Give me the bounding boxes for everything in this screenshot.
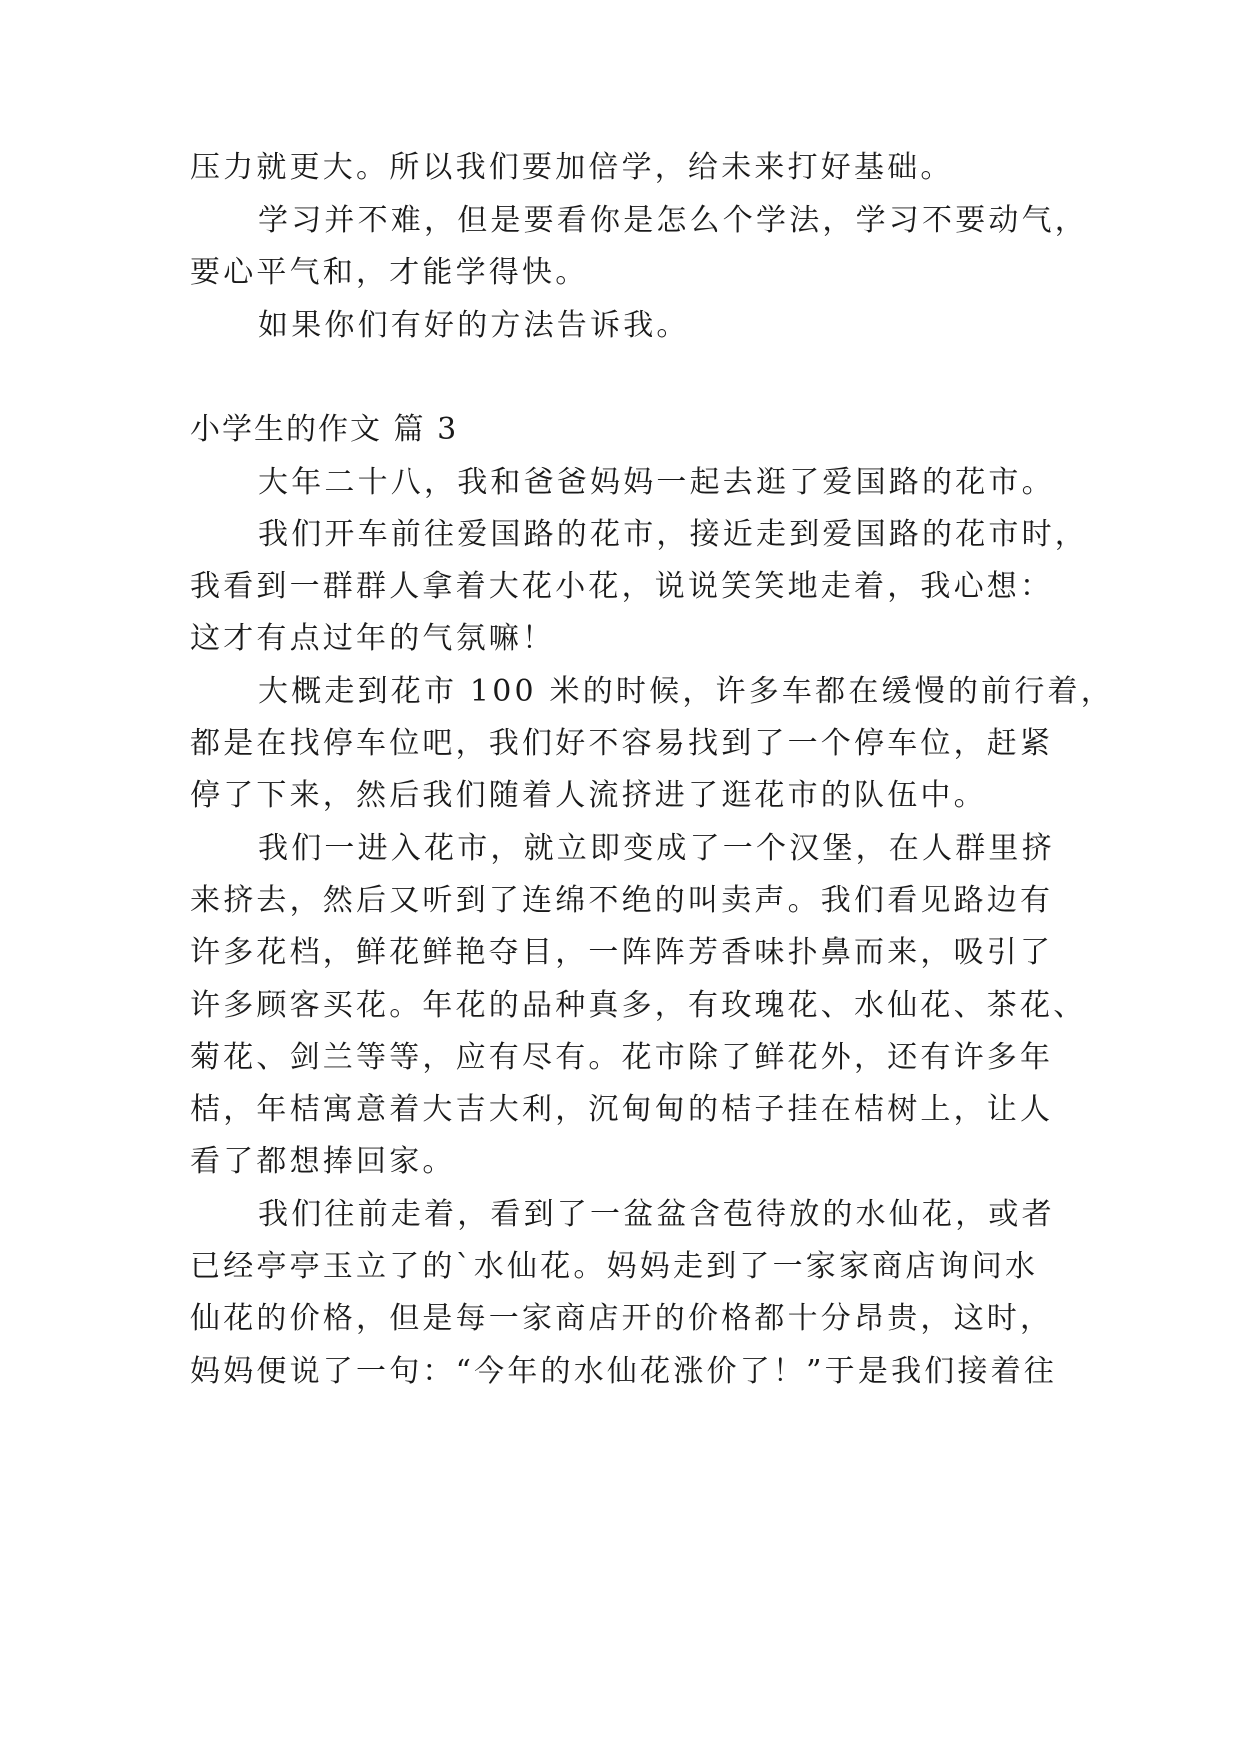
paragraph-line: 大概走到花市 100 米的时候，许多车都在缓慢的前行着， — [258, 674, 1114, 709]
paragraph-line: 仙花的价格，但是每一家商店开的价格都十分昂贵，这时， — [190, 1301, 1054, 1336]
paragraph-line: 桔，年桔寓意着大吉大利，沉甸甸的桔子挂在桔树上，让人 — [190, 1092, 1054, 1127]
paragraph-line: 我们开车前往爱国路的花市，接近走到爱国路的花市时， — [258, 517, 1088, 552]
paragraph-line: 我看到一群群人拿着大花小花，说说笑笑地走着，我心想： — [190, 569, 1054, 604]
paragraph-line: 妈妈便说了一句：“今年的水仙花涨价了！”于是我们接着往 — [190, 1354, 1058, 1389]
paragraph-line: 已经亭亭玉立了的`水仙花。妈妈走到了一家家商店询问水 — [190, 1249, 1039, 1284]
paragraph-line: 学习并不难，但是要看你是怎么个学法，学习不要动气， — [258, 203, 1088, 238]
paragraph-line: 许多顾客买花。年花的品种真多，有玫瑰花、水仙花、茶花、 — [190, 988, 1087, 1023]
paragraph-line: 许多花档，鲜花鲜艳夺目，一阵阵芳香味扑鼻而来，吸引了 — [190, 935, 1054, 970]
paragraph-line: 都是在找停车位吧，我们好不容易找到了一个停车位，赶紧 — [190, 726, 1054, 761]
paragraph-line: 这才有点过年的气氛嘛！ — [190, 621, 556, 656]
paragraph-line: 菊花、剑兰等等，应有尽有。花市除了鲜花外，还有许多年 — [190, 1040, 1054, 1075]
paragraph-line: 压力就更大。所以我们要加倍学，给未来打好基础。 — [190, 150, 954, 185]
paragraph-line: 我们一进入花市，就立即变成了一个汉堡，在人群里挤 — [258, 831, 1055, 866]
paragraph-line: 停了下来，然后我们随着人流挤进了逛花市的队伍中。 — [190, 778, 987, 813]
section-title: 小学生的作文 篇 3 — [190, 412, 459, 447]
paragraph-line: 看了都想捧回家。 — [190, 1144, 456, 1179]
paragraph-line: 我们往前走着，看到了一盆盆含苞待放的水仙花，或者 — [258, 1197, 1055, 1232]
paragraph-line: 要心平气和，才能学得快。 — [190, 255, 589, 290]
paragraph-line: 来挤去，然后又听到了连绵不绝的叫卖声。我们看见路边有 — [190, 883, 1054, 918]
paragraph-line: 如果你们有好的方法告诉我。 — [258, 308, 690, 343]
paragraph-line: 大年二十八，我和爸爸妈妈一起去逛了爱国路的花市。 — [258, 465, 1055, 500]
